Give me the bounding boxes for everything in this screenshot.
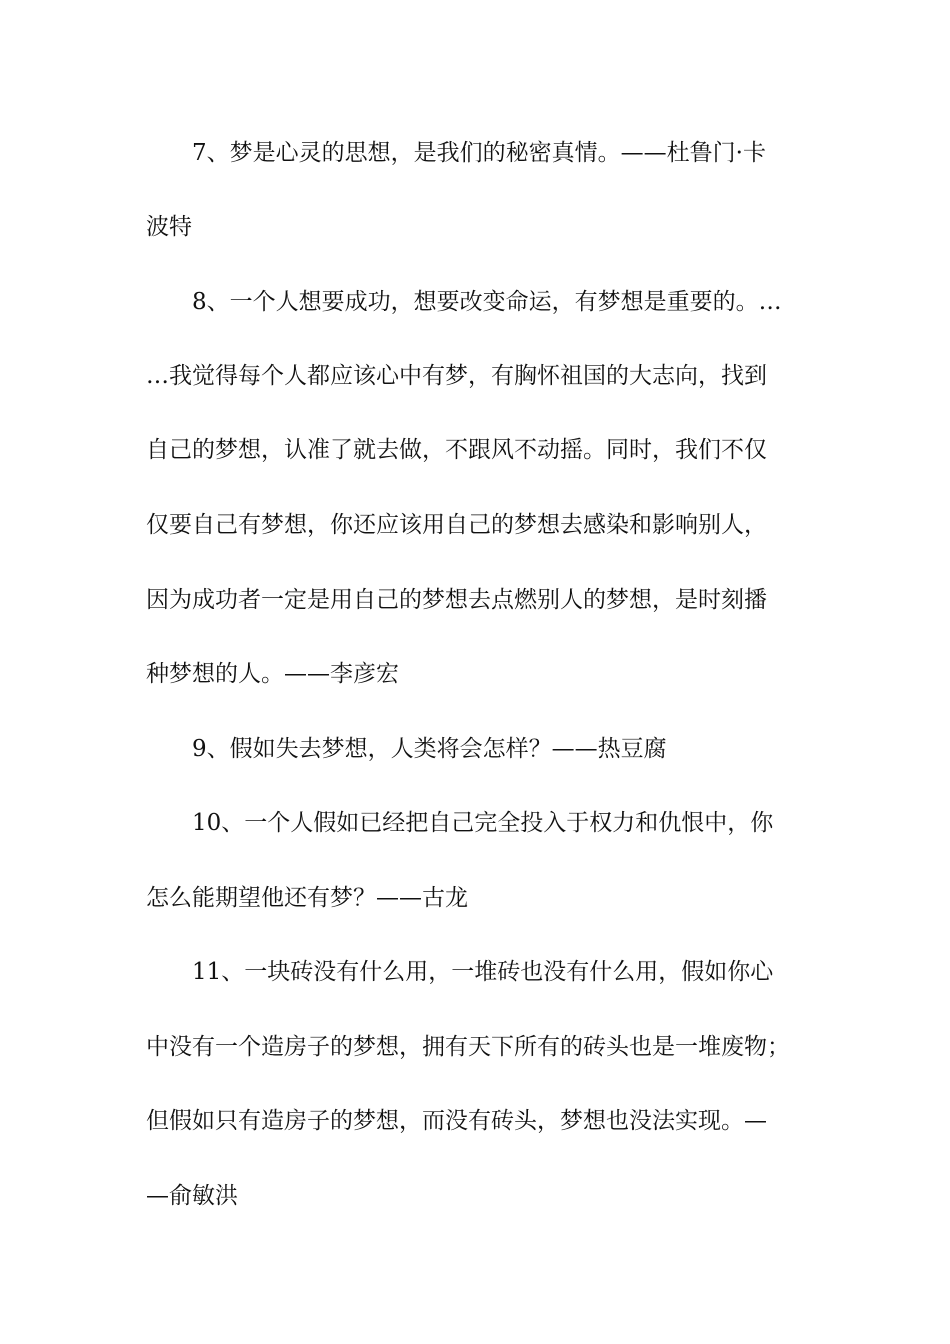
quote-10-line-2: 怎么能期望他还有梦？——古龙: [146, 885, 468, 911]
quote-11-line-1: 11、一块砖没有什么用，一堆砖也没有什么用，假如你心: [192, 959, 774, 985]
quote-10-line-1: 10、一个人假如已经把自己完全投入于权力和仇恨中，你: [192, 810, 774, 836]
quote-8-line-1: 8、一个人想要成功，想要改变命运，有梦想是重要的。…: [192, 289, 782, 315]
quote-9-line-1: 9、假如失去梦想，人类将会怎样？——热豆腐: [192, 736, 667, 762]
quote-7-line-1: 7、梦是心灵的思想，是我们的秘密真情。——杜鲁门·卡: [192, 140, 766, 166]
quote-8-line-2: …我觉得每个人都应该心中有梦，有胸怀祖国的大志向，找到: [146, 363, 767, 389]
quote-8-line-6: 种梦想的人。——李彦宏: [146, 661, 399, 687]
quote-11-line-2: 中没有一个造房子的梦想，拥有天下所有的砖头也是一堆废物；: [146, 1034, 790, 1060]
quote-8-line-3: 自己的梦想，认准了就去做，不跟风不动摇。同时，我们不仅: [146, 437, 767, 463]
quote-8-line-4: 仅要自己有梦想，你还应该用自己的梦想去感染和影响别人，: [146, 512, 767, 538]
quote-11-line-3: 但假如只有造房子的梦想，而没有砖头，梦想也没法实现。—: [146, 1108, 767, 1134]
quote-11-line-4: —俞敏洪: [146, 1183, 238, 1209]
quote-7-line-2: 波特: [146, 214, 192, 240]
quote-8-line-5: 因为成功者一定是用自己的梦想去点燃别人的梦想，是时刻播: [146, 587, 767, 613]
